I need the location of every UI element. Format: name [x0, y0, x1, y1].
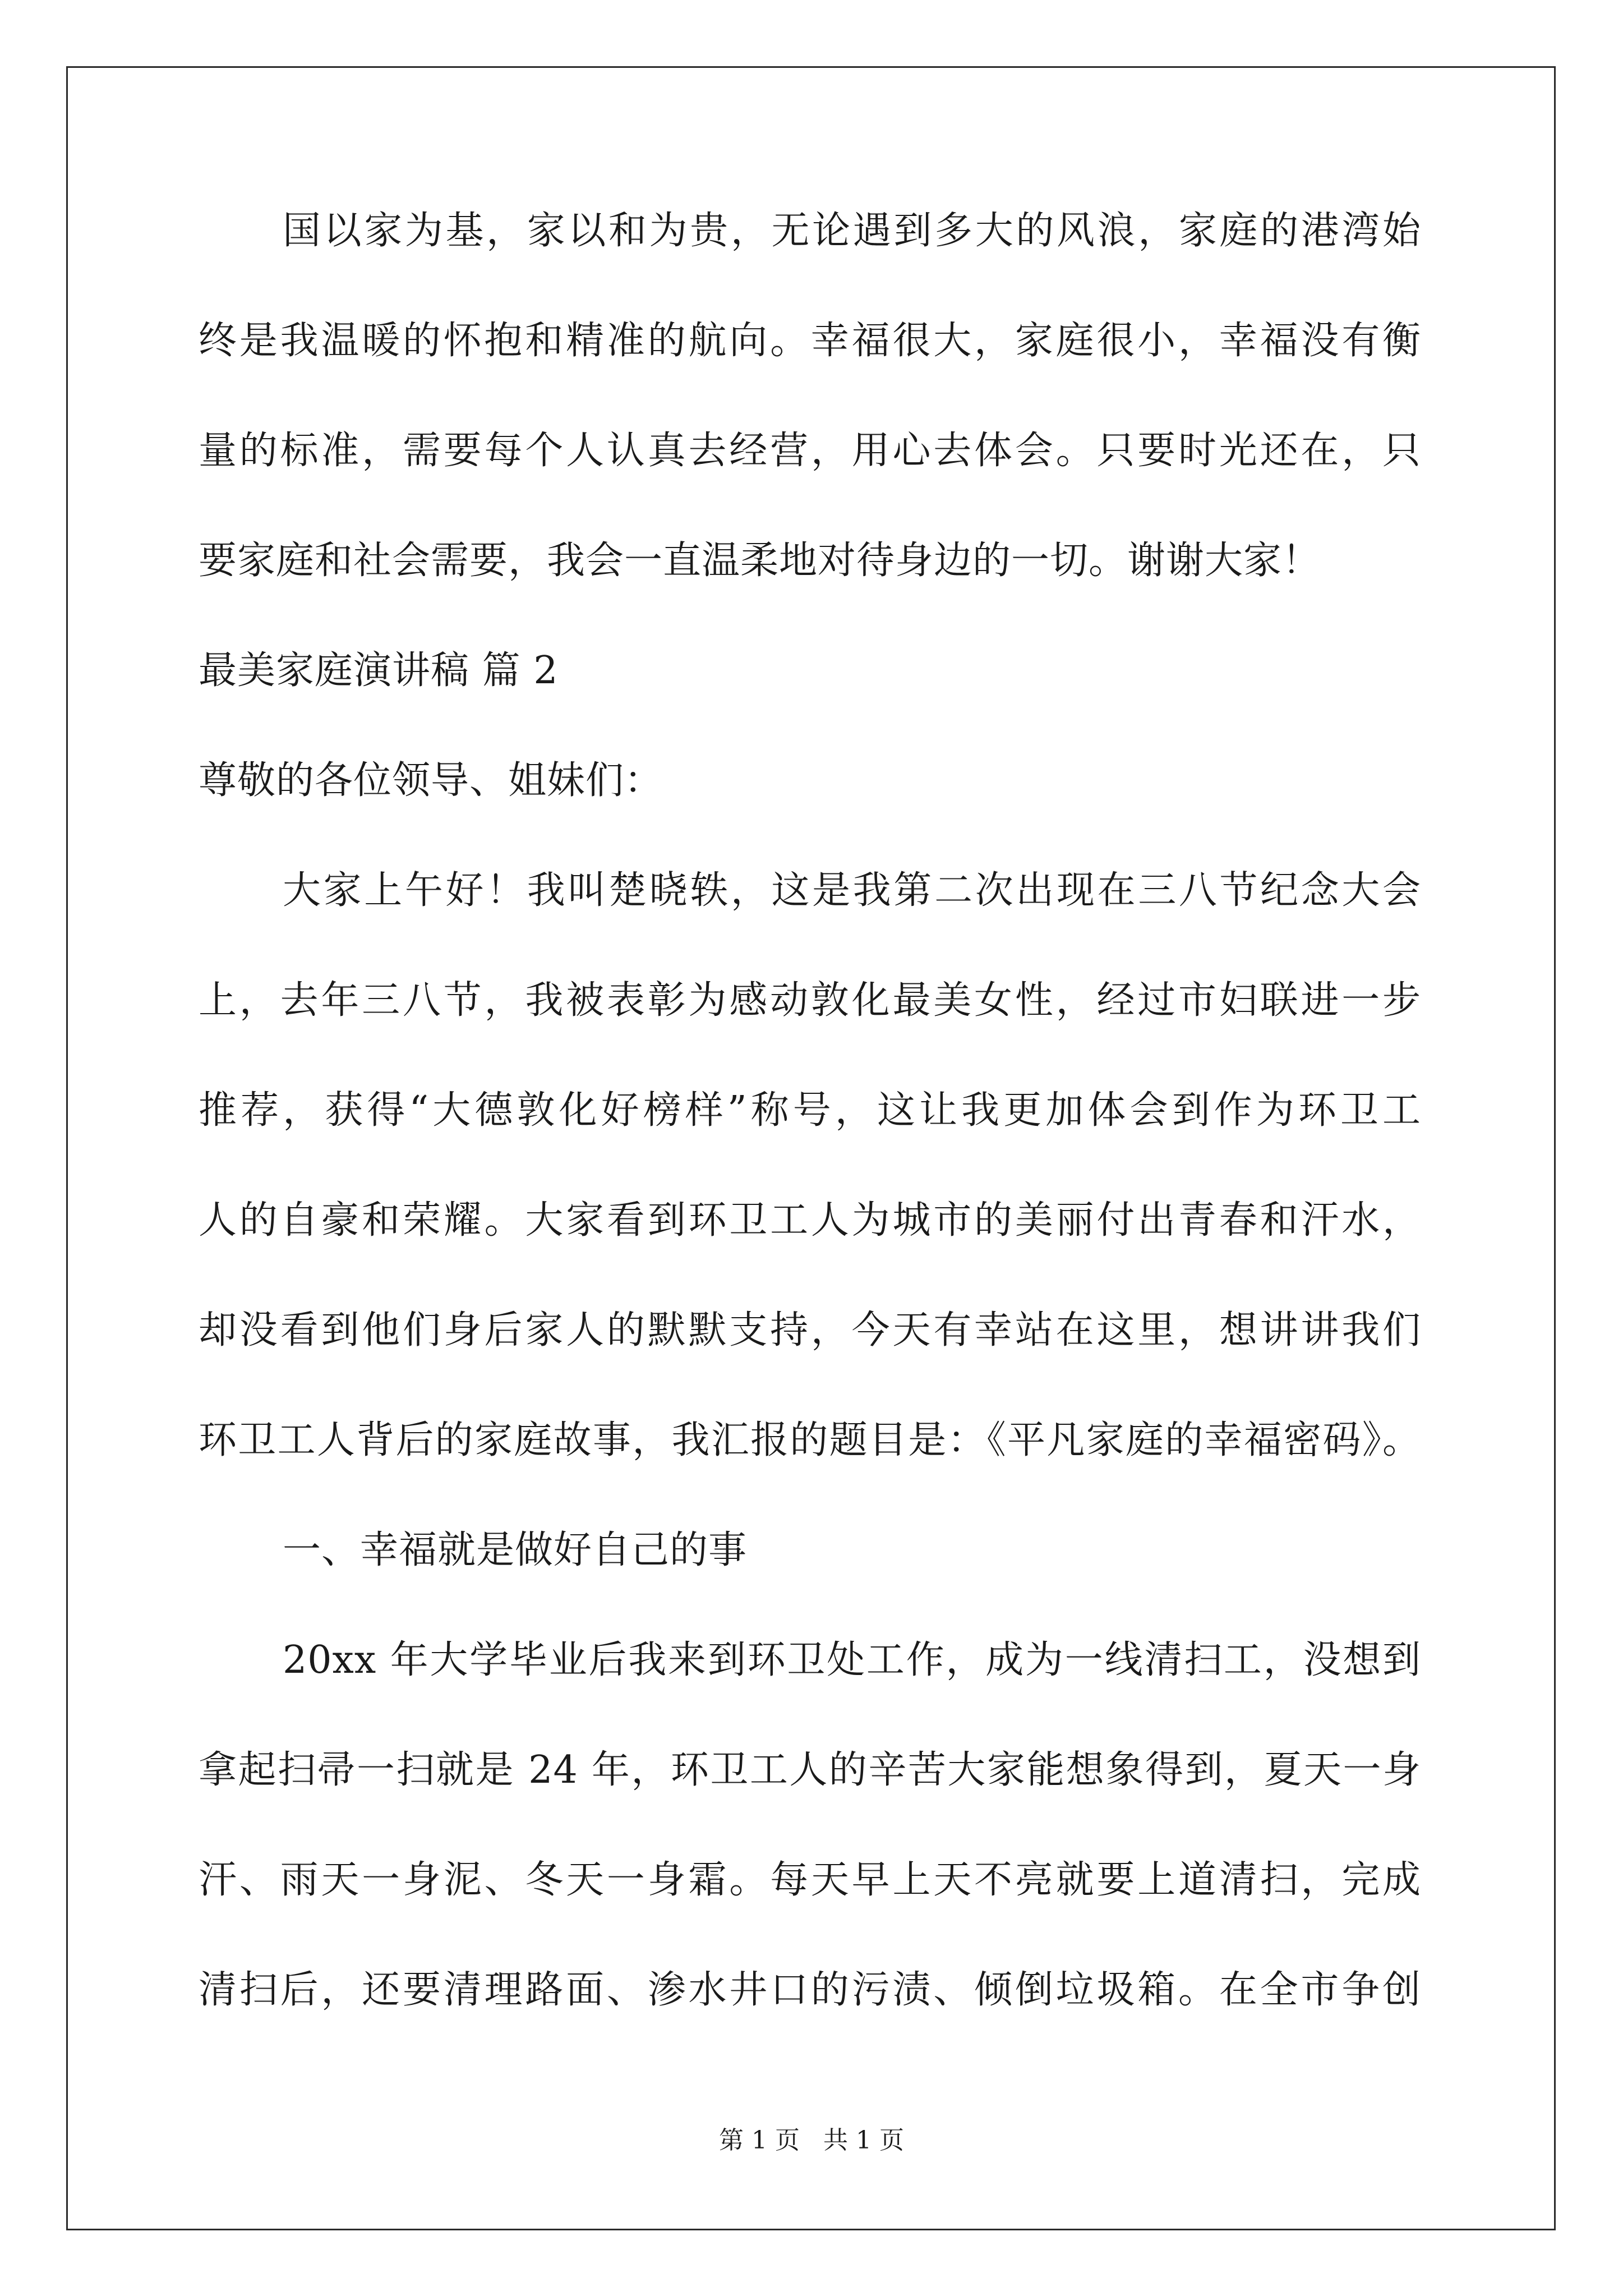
salutation: 尊敬的各位领导、姐妹们： [199, 758, 663, 803]
paragraph-line: 上，去年三八节，我被表彰为感动敦化最美女性，经过市妇联进一步 [199, 978, 1421, 1023]
paragraph-line: 拿起扫帚一扫就是 24 年，环卫工人的辛苦大家能想象得到，夏天一身 [199, 1748, 1421, 1792]
paragraph-line: 人的自豪和荣耀。大家看到环卫工人为城市的美丽付出青春和汗水， [199, 1198, 1421, 1243]
paragraph-line: 环卫工人背后的家庭故事，我汇报的题目是：《平凡家庭的幸福密码》。 [199, 1418, 1421, 1462]
paragraph-line: 国以家为基，家以和为贵，无论遇到多大的风浪，家庭的港湾始 [283, 209, 1421, 253]
paragraph-line: 要家庭和社会需要，我会一直温柔地对待身边的一切。谢谢大家！ [199, 539, 1321, 583]
section-heading: 最美家庭演讲稿 篇 2 [199, 648, 559, 693]
paragraph-line: 量的标准，需要每个人认真去经营，用心去体会。只要时光还在，只 [199, 429, 1421, 473]
paragraph-line: 终是我温暖的怀抱和精准的航向。幸福很大，家庭很小，幸福没有衡 [199, 319, 1421, 363]
paragraph-line: 汗、雨天一身泥、冬天一身霜。每天早上天不亮就要上道清扫，完成 [199, 1858, 1421, 1902]
paragraph-line: 却没看到他们身后家人的默默支持，今天有幸站在这里，想讲讲我们 [199, 1308, 1421, 1352]
paragraph-line: 清扫后，还要清理路面、渗水井口的污渍、倾倒垃圾箱。在全市争创 [199, 1968, 1421, 2012]
paragraph-line: 大家上午好！我叫楚晓轶，这是我第二次出现在三八节纪念大会 [283, 868, 1421, 913]
paragraph-line: 20xx 年大学毕业后我来到环卫处工作，成为一线清扫工，没想到 [283, 1638, 1422, 1682]
page-number-footer: 第 1 页 共 1 页 [719, 2126, 904, 2155]
page-border [66, 66, 1556, 2230]
subheading: 一、幸福就是做好自己的事 [283, 1528, 748, 1572]
paragraph-line: 推荐，获得“大德敦化好榜样”称号，这让我更加体会到作为环卫工 [199, 1088, 1421, 1133]
